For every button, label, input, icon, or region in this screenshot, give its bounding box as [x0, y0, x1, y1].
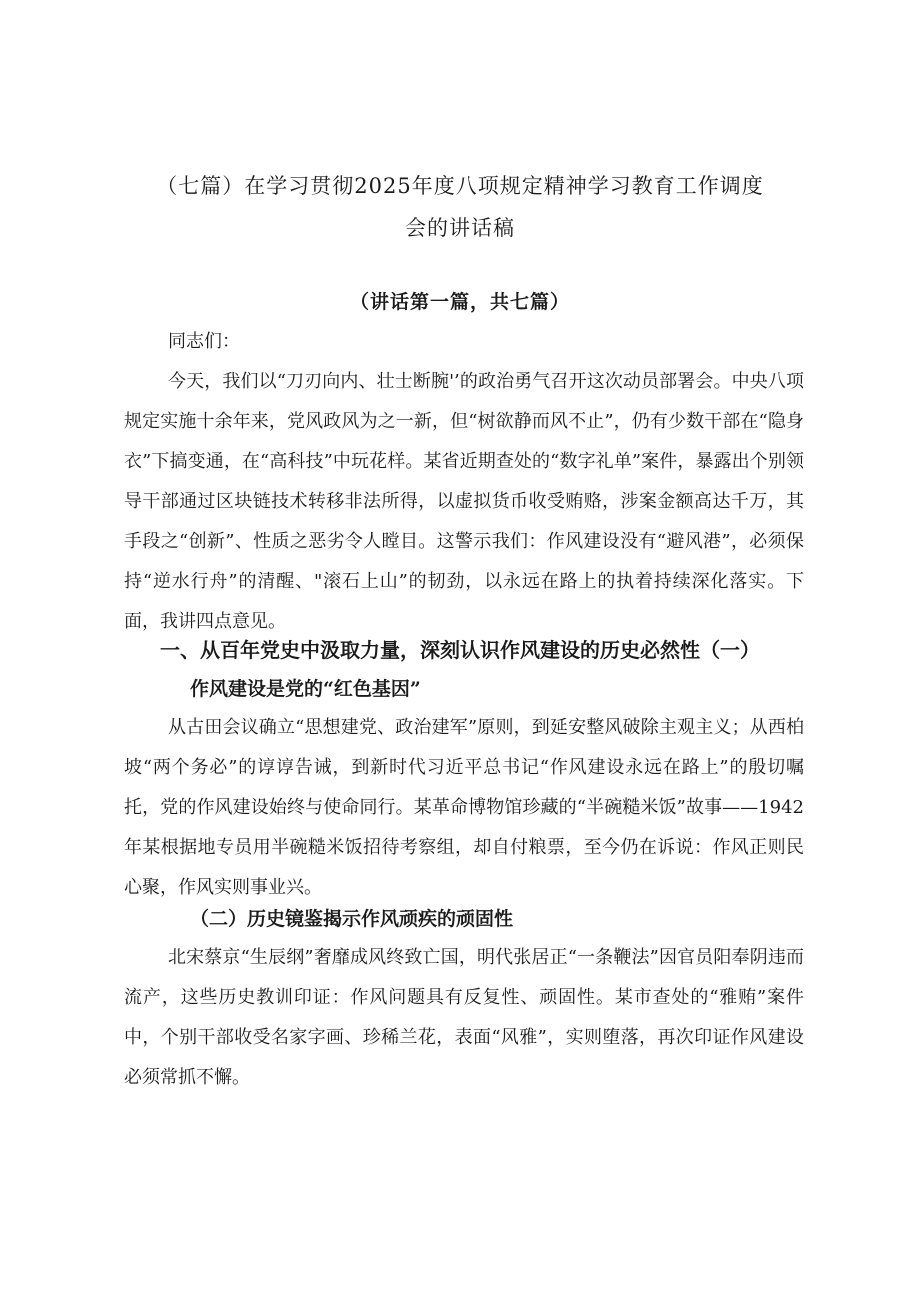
section1-subheading-2: （二）历史镜鉴揭示作风顽疾的顽固性: [190, 908, 514, 930]
document-title-line1: （七篇）在学习贯彻2025年度八项规定精神学习教育工作调度: [156, 174, 764, 198]
intro-paragraph: 今天，我们以“刀刃向内、壮士断腕'’的政治勇气召开这次动员部署会。中央八项规定实施十余年来，党风政风为之一新，但“树欲静而风不止”，仍有少数干部在“隐身衣”下搞变通，在“高科技”中玩花样。某省近期查处的“数字礼单”案件，暴露出个别领导干部通过区块链技术转移非法所得，以虚拟货币收受贿赂，涉案金额高达千万，其手段之“创新”、性质之恶劣令人瞠目。这警示我们：作风建设没有“避风港”，必须保持“逆水行舟”的清醒、"滚石上山”的韧劲，以永远在路上的执着持续深化落实。下面，我讲四点意见。: [124, 371, 804, 632]
document-title-line2: 会的讲话稿: [405, 216, 515, 240]
section1-subheading-1: 作风建设是党的“红色基因”: [190, 678, 421, 700]
section1-paragraph-1: 从古田会议确立“思想建党、政治建军”原则，到延安整风破除主观主义；从西柏坡“两个务必”的谆谆告诫，到新时代习近平总书记“作风建设永远在路上”的殷切嘱托，党的作风建设始终与使命同行。某革命博物馆珍藏的“半碗糙米饭”故事——1942年某根据地专员用半碗糙米饭招待考察组，却自付粮票，至今仍在诉说：作风正则民心聚，作风实则事业兴。: [124, 717, 804, 898]
document-subtitle: （讲话第一篇，共七篇）: [349, 291, 570, 313]
greeting: 同志们：: [168, 331, 240, 352]
section1-paragraph-2: 北宋蔡京“生辰纲”奢靡成风终致亡国，明代张居正“一条鞭法”因官员阳奉阴违而流产，这些历史教训印证：作风问题具有反复性、顽固性。某市查处的“雅贿”案件中，个别干部收受名家字画、珍稀兰花，表面“风雅”，实则堕落，再次印证作风建设必须常抓不懈。: [124, 947, 804, 1088]
section1-heading: 一、从百年党史中汲取力量，深刻认识作风建设的历史必然性（一）: [160, 638, 760, 662]
